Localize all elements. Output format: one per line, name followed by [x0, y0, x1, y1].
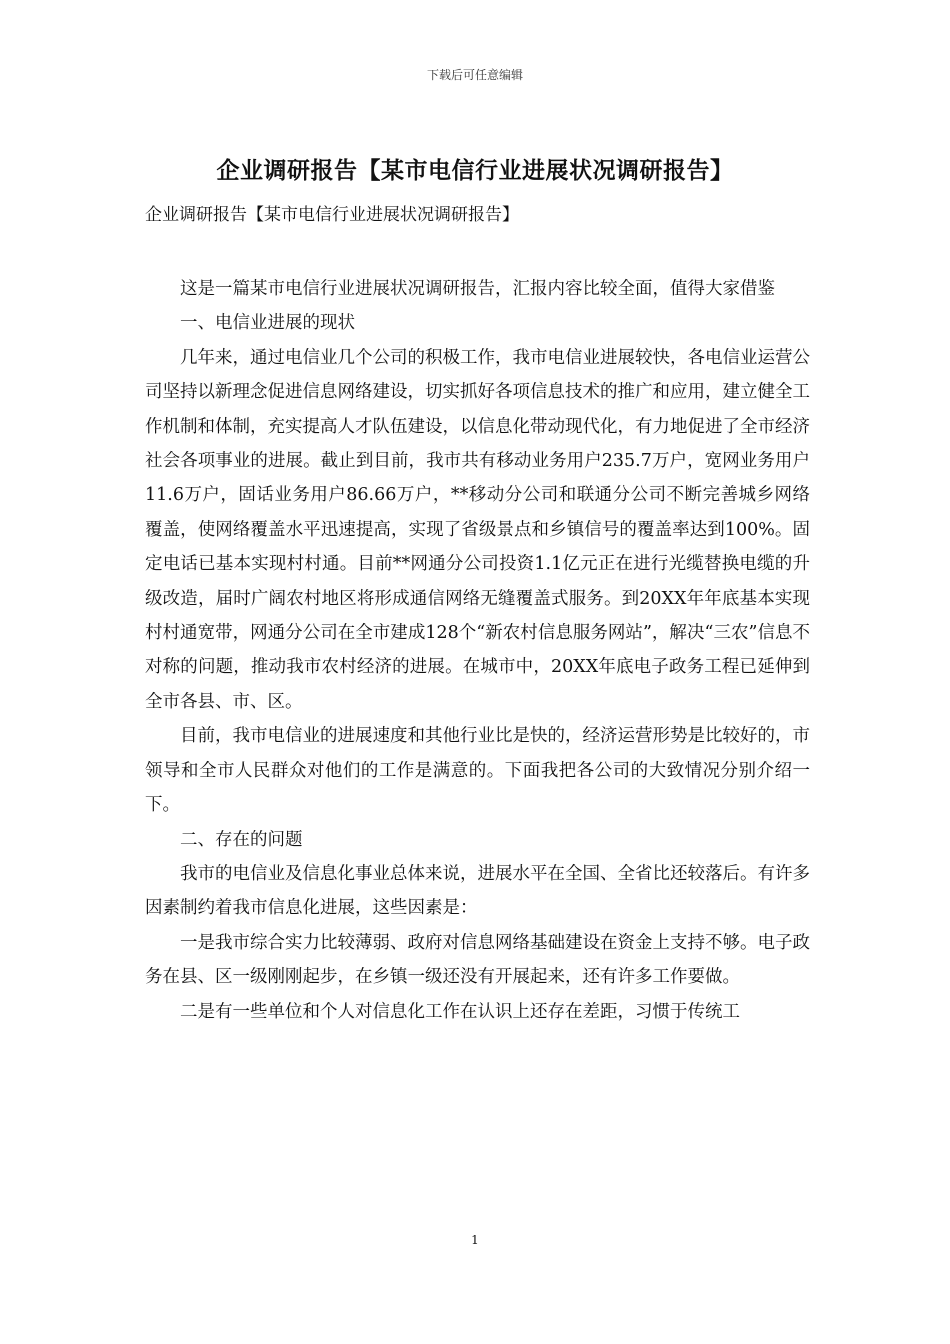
page-number: 1 [471, 1233, 479, 1247]
document-subtitle: 企业调研报告【某市电信行业进展状况调研报告】 [145, 205, 519, 225]
paragraph: 二是有一些单位和个人对信息化工作在认识上还存在差距，习惯于传统工 [180, 1001, 740, 1022]
page-header: 下载后可任意编辑 [426, 68, 523, 82]
paragraph: 几年来，通过电信业几个公司的积极工作，我市电信业进展较快，各电信业运营公司坚持以新理念促进信息网络建设，切实抓好各项信息技术的推广和应用，建立健全工作机制和体制，充实提高人才队伍建设，以信息化带动现代化，有力地促进了全市经济社会各项事业的进展。截止到目前，我市共有移动业务用户235.7万户，宽网业务用户11.6万户，固话业务用户86.66万户，**移动分公司和联通分公司不断完善城乡网络覆盖，使网络覆盖水平迅速提高，实现了省级景点和乡镇信号的覆盖率达到100%。固定电话已基本实现村村通。目前**网通分公司投资1.1亿元正在进行光缆替换电缆的升级改造，届时广阔农村地区将形成通信网络无缝覆盖式服务。到20XX年年底基本实现村村通宽带，网通分公司在全市建成128个“新农村信息服务网站”，解决“三农”信息不对称的问题，推动我市农村经济的进展。在城市中，20XX年底电子政务工程已延伸到全市各县、市、区。 [145, 347, 810, 712]
paragraph: 这是一篇某市电信行业进展状况调研报告，汇报内容比较全面，值得大家借鉴 [180, 279, 775, 299]
paragraph: 目前，我市电信业的进展速度和其他行业比是快的，经济运营形势是比较好的，市领导和全市人民群众对他们的工作是满意的。下面我把各公司的大致情况分别介绍一下。 [145, 726, 810, 816]
paragraph: 我市的电信业及信息化事业总体来说，进展水平在全国、全省比还较落后。有许多因素制约着我市信息化进展，这些因素是： [145, 863, 810, 919]
section-heading: 一、电信业进展的现状 [180, 313, 355, 334]
section-heading: 二、存在的问题 [180, 829, 303, 850]
paragraph: 一是我市综合实力比较薄弱、政府对信息网络基础建设在资金上支持不够。电子政务在县、区一级刚刚起步，在乡镇一级还没有开展起来，还有许多工作要做。 [145, 932, 810, 988]
document-title: 企业调研报告【某市电信行业进展状况调研报告】 [216, 157, 734, 184]
document-body [145, 272, 810, 1029]
